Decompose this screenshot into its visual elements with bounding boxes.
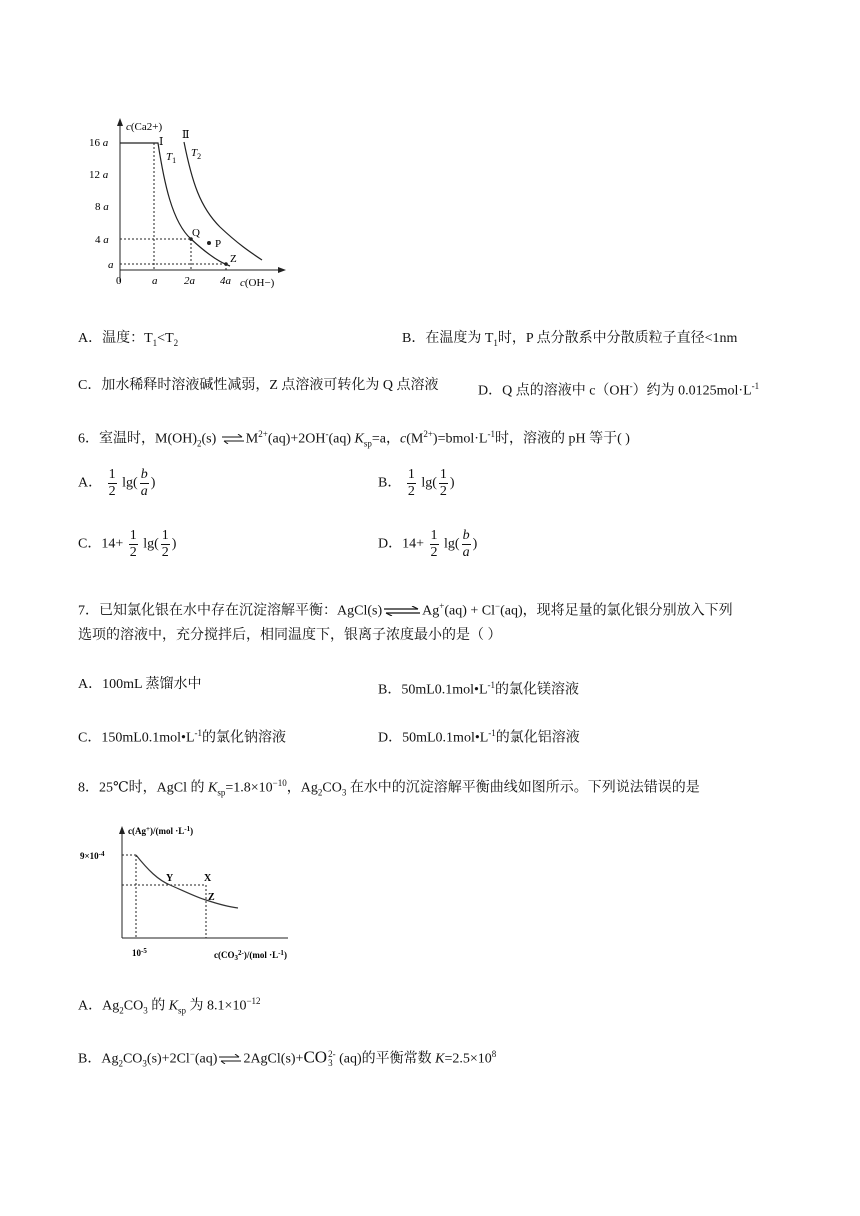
q6-option-d: D．14+ $\frac{1}{2}$ lg( $\frac{b}{a}$ )	[378, 528, 478, 560]
fig2-curve	[136, 855, 238, 908]
fig1-y-tick-16: 16 a	[89, 137, 109, 149]
fig1-curve-ii	[184, 142, 262, 260]
fig1-point-z	[224, 262, 228, 266]
fig2-x-axis-label: $c(CO_3^{2-})/(mol \cdot L^{-1})$	[214, 949, 287, 962]
q6-stem: 6．室温时，$M(OH)_2(s)$ $M^{2+}(aq)+2OH^-(aq)$ $K_{sp}=a$，$c(M^{2+})=bmol\cdot L^{-1}$时，溶液的 pH 等于( )	[78, 429, 630, 449]
q6-option-c: C．14+ $\frac{1}{2}$ lg( $\frac{1}{2}$ )	[78, 528, 177, 560]
fig1-point-p-label: P	[215, 238, 222, 250]
fraction-b-over-a: $\frac{b}{a}$	[140, 467, 148, 499]
fig1-x-tick-a: a	[152, 275, 158, 287]
fig1-curve-ii-label: Ⅱ	[182, 129, 190, 141]
fig1-point-p	[207, 241, 211, 245]
fraction-one-half: $\frac{1}{2}$	[407, 467, 415, 499]
q5-option-c: C．加水稀释时溶液碱性减弱，Z 点溶液可转化为 Q 点溶液	[78, 378, 439, 393]
fig1-y-axis-label: c(Ca2+)	[126, 121, 163, 133]
fig1-y-tick-8: 8 a	[95, 201, 109, 213]
fig1-curve-i-temp: $T_1$	[166, 151, 177, 165]
fig1-x-tick-2a: 2a	[184, 275, 195, 287]
q6-option-a: A． $\frac{1}{2}$ lg( $\frac{b}{a}$ )	[78, 467, 156, 499]
fig1-x-arrow	[278, 267, 286, 273]
q7-option-d: D．$50mL0.1mol•L^{-1}$的氯化铝溶液	[378, 728, 580, 746]
fig1-y-tick-1: a	[108, 259, 114, 271]
fig2-x-tick: $10^{-5}$	[132, 947, 147, 958]
fig2-y-arrow	[119, 826, 125, 834]
fig1-y-arrow	[117, 118, 123, 126]
equilibrium-arrow-icon	[217, 1054, 243, 1064]
q7-option-a: A．100mL 蒸馏水中	[78, 677, 202, 692]
fraction-one-half: $\frac{1}{2}$	[108, 467, 116, 499]
fraction-one-half-arg: $\frac{1}{2}$	[161, 528, 169, 560]
fig1-curve-i-label: Ⅰ	[159, 136, 164, 148]
fig1-y-tick-12: 12 a	[89, 169, 109, 181]
q6-option-b: B． $\frac{1}{2}$ lg( $\frac{1}{2}$ )	[378, 467, 455, 499]
q8-option-b: B．$Ag_2CO_3(s)+2Cl^-(aq)$ 2AgCl(s)+CO 2- 3 (aq)的平衡常数 $K=2.5\times 10^8$	[78, 1047, 497, 1069]
figure-1-ca-oh-curve	[80, 112, 310, 300]
figure-2-ag2co3-curve	[78, 818, 318, 964]
fig2-y-tick: $9\times 10^{-4}$	[80, 850, 105, 861]
equilibrium-arrow-icon	[382, 606, 422, 616]
equilibrium-arrow-icon	[220, 434, 246, 444]
fig1-x-tick-0: 0	[116, 275, 122, 287]
fraction-b-over-a: $\frac{b}{a}$	[462, 528, 470, 560]
fig1-point-z-label: Z	[230, 253, 237, 265]
fig1-x-tick-4a: 4a	[220, 275, 231, 287]
fig2-point-x-label: X	[204, 873, 212, 884]
fraction-one-half-arg: $\frac{1}{2}$	[439, 467, 447, 499]
q5-option-b: B．在温度为 $T_1$时，P 点分散系中分散质粒子直径<1nm	[402, 331, 738, 348]
fig1-y-tick-4: 4 a	[95, 234, 109, 246]
fraction-one-half: $\frac{1}{2}$	[129, 528, 137, 560]
q8-option-a: A．$Ag_2CO_3$ 的 $K_{sp}$ 为 $8.1\times 10^{-12}$	[78, 996, 261, 1016]
fig1-x-axis-label: c(OH−)	[240, 277, 275, 289]
q7-option-b: B．$50mL0.1mol•L^{-1}$的氯化镁溶液	[378, 680, 580, 698]
fig2-y-axis-label: $c(Ag^+)/(mol \cdot L^{-1})$	[128, 825, 194, 836]
fig1-curve-ii-temp: $T_2$	[191, 147, 202, 161]
q7-option-c: C．$150mL0.1mol•L^{-1}$的氯化钠溶液	[78, 728, 287, 746]
q5-option-a: A．温度：$T_1<T_2$	[78, 331, 179, 348]
q7-stem-line2: 选项的溶液中，充分搅拌后，相同温度下，银离子浓度最小的是（ ）	[78, 628, 502, 643]
fraction-one-half: $\frac{1}{2}$	[430, 528, 438, 560]
q8-stem: 8．25℃时，AgCl 的 $K_{sp}=1.8\times 10^{-10}$，$Ag_2CO_3$ 在水中的沉淀溶解平衡曲线如图所示。下列说法错误的是	[78, 778, 700, 798]
q5-option-d: D．Q 点的溶液中 c（OH-）约为 $0.0125mol\cdot L^{-1}$	[478, 381, 760, 399]
fig2-point-z-label: Z	[208, 892, 215, 903]
fig2-point-y-label: Y	[166, 873, 174, 884]
q7-stem-line1: 7．已知氯化银在水中存在沉淀溶解平衡：AgCl(s) Ag+(aq) + Cl−(aq)，现将足量的氯化银分别放入下列	[78, 601, 733, 619]
fig1-point-q-label: Q	[192, 227, 200, 239]
